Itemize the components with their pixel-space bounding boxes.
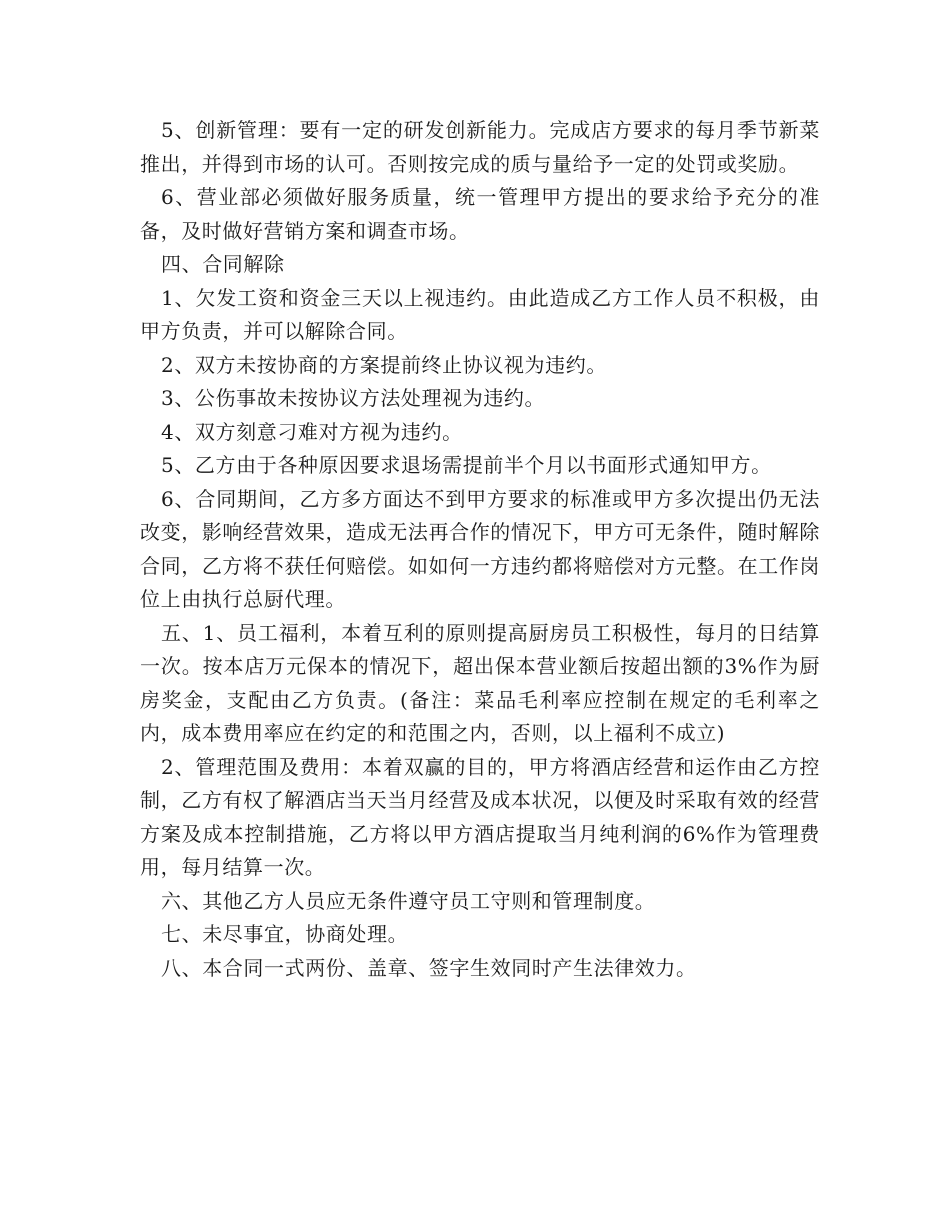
paragraph-management-scope-fees: 2、管理范围及费用：本着双赢的目的，甲方将酒店经营和运作由乙方控制，乙方有权了解酒店当天当月经营及成本状况，以便及时采取有效的经营方案及成本控制措施，乙方将以甲方酒店提取当月纯利润的6%作为管理费用，每月结算一次。: [140, 754, 820, 879]
paragraph-service-quality: 6、营业部必须做好服务质量，统一管理甲方提出的要求给予充分的准备，及时做好营销方案和调查市场。: [140, 185, 820, 243]
paragraph-innovation-management: 5、创新管理：要有一定的研发创新能力。完成店方要求的每月季节新菜推出，并得到市场的认可。否则按完成的质与量给予一定的处罚或奖励。: [140, 118, 820, 176]
paragraph-termination-4: 4、双方刻意刁难对方视为违约。: [161, 419, 463, 444]
paragraph-employee-welfare: 五、1、员工福利，本着互利的原则提高厨房员工积极性，每月的日结算一次。按本店万元保本的情况下，超出保本营业额后按超出额的3%作为厨房奖金，支配由乙方负责。(备注：菜品毛利率应控制在规定的毛利率之内，成本费用率应在约定的和范围之内，否则，以上福利不成立): [140, 620, 820, 745]
paragraph-termination-1: 1、欠发工资和资金三天以上视违约。由此造成乙方工作人员不积极，由甲方负责，并可以解除合同。: [140, 285, 820, 343]
paragraph-termination-6: 6、合同期间，乙方多方面达不到甲方要求的标准或甲方多次提出仍无法改变，影响经营效果，造成无法再合作的情况下，甲方可无条件，随时解除合同，乙方将不获任何赔偿。如如何一方违约都将赔偿对方元整。在工作岗位上由执行总厨代理。: [140, 486, 820, 611]
paragraph-staff-rules: 六、其他乙方人员应无条件遵守员工守则和管理制度。: [161, 888, 656, 913]
paragraph-legal-effect: 八、本合同一式两份、盖章、签字生效同时产生法律效力。: [161, 955, 697, 980]
paragraph-termination-2: 2、双方未按协商的方案提前终止协议视为违约。: [161, 352, 607, 377]
document-body: [140, 114, 820, 985]
section-heading-contract-termination: 四、合同解除: [161, 252, 285, 276]
paragraph-termination-5: 5、乙方由于各种原因要求退场需提前半个月以书面形式通知甲方。: [161, 453, 772, 477]
paragraph-termination-3: 3、公伤事故未按协议方法处理视为违约。: [161, 386, 546, 410]
paragraph-unresolved-matters: 七、未尽事宜，协商处理。: [161, 922, 409, 946]
